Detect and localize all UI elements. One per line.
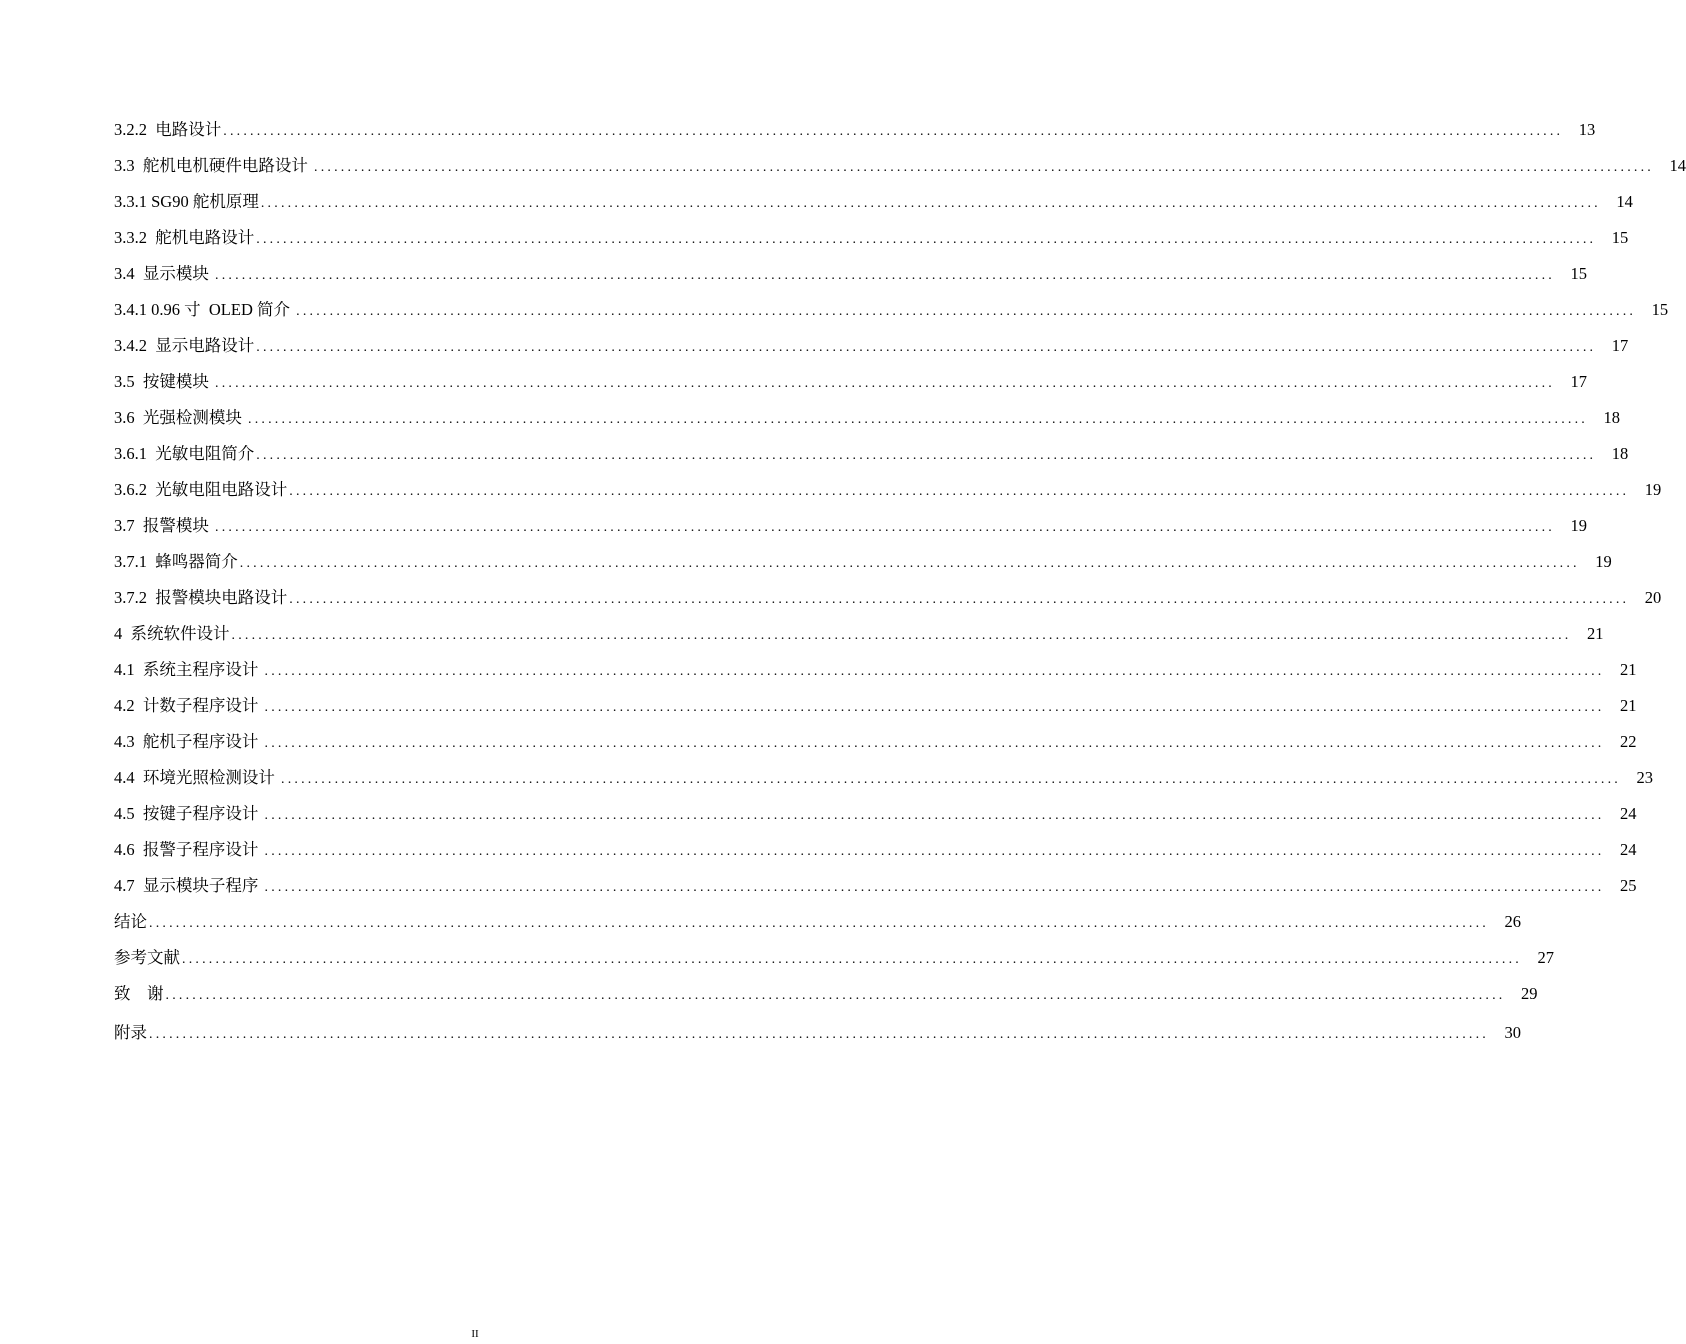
toc-entry-title: 结论 bbox=[114, 912, 147, 931]
toc-entry-page: 19 bbox=[1570, 516, 1587, 535]
toc-entry-page: 19 bbox=[1595, 552, 1612, 571]
toc-entry-title: 3.3.2 舵机电路设计 bbox=[114, 228, 255, 247]
toc-entry[interactable] bbox=[114, 580, 1662, 616]
toc-entry-title: 4.7 显示模块子程序 bbox=[114, 876, 263, 895]
toc-entry-page: 17 bbox=[1611, 336, 1629, 355]
toc-entry[interactable] bbox=[114, 292, 1669, 328]
toc-entry-title: 3.6.1 光敏电阻简介 bbox=[114, 444, 255, 463]
toc-entry-title: 3.4.2 显示电路设计 bbox=[114, 336, 255, 355]
toc-entry-title: 致 谢 bbox=[114, 984, 164, 1003]
toc-entry-page: 21 bbox=[1620, 696, 1637, 715]
toc-entry-title: 3.3.1 SG90 舵机原理 bbox=[114, 192, 259, 211]
dot-leader: ........................................................................................................................................................................................................ bbox=[256, 232, 1597, 247]
dot-leader: ........................................................................................................................................................................................................ bbox=[223, 124, 1564, 139]
toc-entry-title: 4.2 计数子程序设计 bbox=[114, 696, 263, 715]
toc-entry[interactable] bbox=[114, 940, 1554, 976]
toc-entry-title: 3.2.2 电路设计 bbox=[114, 120, 222, 139]
toc-entry[interactable] bbox=[114, 364, 1587, 400]
toc-entry-title: 4.4 环境光照检测设计 bbox=[114, 768, 279, 787]
dot-leader: ........................................................................................................................................................................................................ bbox=[281, 772, 1621, 787]
dot-leader: ........................................................................................................................................................................................................ bbox=[215, 376, 1555, 391]
toc-entry-title: 4.5 按键子程序设计 bbox=[114, 804, 263, 823]
dot-leader: ........................................................................................................................................................................................................ bbox=[239, 556, 1580, 571]
dot-leader: ........................................................................................................................................................................................................ bbox=[264, 736, 1605, 751]
toc-entry[interactable] bbox=[114, 724, 1637, 760]
toc-entry-page: 23 bbox=[1636, 768, 1653, 787]
toc-entry-page: 15 bbox=[1651, 300, 1669, 319]
toc-entry-title: 附录 bbox=[114, 1023, 147, 1042]
dot-leader: ........................................................................................................................................................................................................ bbox=[264, 880, 1605, 895]
toc-entry-page: 30 bbox=[1504, 1023, 1521, 1042]
toc-entry-page: 22 bbox=[1620, 732, 1637, 751]
toc-entry[interactable] bbox=[114, 508, 1587, 544]
toc-entry-title: 4 系统软件设计 bbox=[114, 624, 230, 643]
toc-entry-page: 19 bbox=[1644, 480, 1662, 499]
toc-entry[interactable] bbox=[114, 904, 1521, 940]
dot-leader: ........................................................................................................................................................................................................ bbox=[289, 592, 1630, 607]
dot-leader: ........................................................................................................................................................................................................ bbox=[289, 484, 1630, 499]
dot-leader: ........................................................................................................................................................................................................ bbox=[149, 916, 1489, 931]
dot-leader: ........................................................................................................................................................................................................ bbox=[260, 196, 1601, 211]
toc-entry-title: 4.3 舵机子程序设计 bbox=[114, 732, 263, 751]
toc-entry[interactable] bbox=[114, 328, 1629, 364]
toc-entry-title: 4.1 系统主程序设计 bbox=[114, 660, 263, 679]
toc-entry-page: 15 bbox=[1611, 228, 1629, 247]
toc-entry[interactable] bbox=[114, 616, 1604, 652]
dot-leader: ........................................................................................................................................................................................................ bbox=[182, 952, 1522, 967]
toc-entry[interactable] bbox=[114, 400, 1620, 436]
toc-entry[interactable] bbox=[114, 256, 1587, 292]
toc-entry-page: 18 bbox=[1603, 408, 1620, 427]
toc-entry-title: 3.4.1 0.96 寸 OLED 简介 bbox=[114, 300, 295, 319]
dot-leader: ........................................................................................................................................................................................................ bbox=[264, 700, 1605, 715]
toc-entry-page: 26 bbox=[1504, 912, 1521, 931]
toc-entry-page: 25 bbox=[1620, 876, 1637, 895]
toc-entry-title: 3.6 光强检测模块 bbox=[114, 408, 246, 427]
dot-leader: ........................................................................................................................................................................................................ bbox=[264, 664, 1605, 679]
toc-entry-page: 14 bbox=[1616, 192, 1633, 211]
dot-leader: ........................................................................................................................................................................................................ bbox=[256, 340, 1597, 355]
toc-entry[interactable] bbox=[114, 112, 1596, 148]
toc-entry[interactable] bbox=[114, 760, 1653, 796]
dot-leader: ........................................................................................................................................................................................................ bbox=[264, 808, 1605, 823]
toc-entry-page: 13 bbox=[1578, 120, 1596, 139]
toc-entry-title: 3.7 报警模块 bbox=[114, 516, 213, 535]
toc-entry[interactable] bbox=[114, 688, 1637, 724]
toc-entry[interactable] bbox=[114, 220, 1629, 256]
dot-leader: ........................................................................................................................................................................................................ bbox=[296, 304, 1637, 319]
toc-entry[interactable] bbox=[114, 652, 1637, 688]
toc-entry-page: 27 bbox=[1537, 948, 1554, 967]
table-of-contents bbox=[114, 112, 1686, 1051]
toc-entry[interactable] bbox=[114, 976, 1538, 1012]
toc-entry[interactable] bbox=[114, 1015, 1521, 1051]
dot-leader: ........................................................................................................................................................................................................ bbox=[248, 412, 1588, 427]
dot-leader: ........................................................................................................................................................................................................ bbox=[215, 520, 1555, 535]
toc-entry[interactable] bbox=[114, 868, 1637, 904]
toc-entry-page: 18 bbox=[1611, 444, 1629, 463]
toc-entry-page: 20 bbox=[1644, 588, 1662, 607]
toc-entry[interactable] bbox=[114, 832, 1637, 868]
toc-entry-title: 3.7.2 报警模块电路设计 bbox=[114, 588, 288, 607]
dot-leader: ........................................................................................................................................................................................................ bbox=[165, 988, 1506, 1003]
toc-entry[interactable] bbox=[114, 184, 1633, 220]
toc-entry[interactable] bbox=[114, 472, 1662, 508]
dot-leader: ........................................................................................................................................................................................................ bbox=[215, 268, 1555, 283]
toc-entry-title: 3.3 舵机电机硬件电路设计 bbox=[114, 156, 312, 175]
toc-entry-page: 21 bbox=[1620, 660, 1637, 679]
dot-leader: ........................................................................................................................................................................................................ bbox=[256, 448, 1597, 463]
toc-entry[interactable] bbox=[114, 796, 1637, 832]
toc-entry-title: 3.6.2 光敏电阻电路设计 bbox=[114, 480, 288, 499]
toc-entry-title: 3.5 按键模块 bbox=[114, 372, 213, 391]
toc-entry-title: 参考文献 bbox=[114, 948, 180, 967]
toc-entry-page: 17 bbox=[1570, 372, 1587, 391]
toc-entry[interactable] bbox=[114, 436, 1629, 472]
toc-entry-title: 3.7.1 蜂鸣器简介 bbox=[114, 552, 238, 571]
dot-leader: ........................................................................................................................................................................................................ bbox=[231, 628, 1572, 643]
dot-leader: ........................................................................................................................................................................................................ bbox=[264, 844, 1605, 859]
toc-entry[interactable] bbox=[114, 544, 1612, 580]
page-number: II bbox=[471, 1328, 479, 1340]
toc-entry-page: 21 bbox=[1587, 624, 1604, 643]
dot-leader: ........................................................................................................................................................................................................ bbox=[149, 1027, 1489, 1042]
toc-entry-page: 24 bbox=[1620, 840, 1637, 859]
toc-entry-title: 3.4 显示模块 bbox=[114, 264, 213, 283]
toc-entry-page: 15 bbox=[1570, 264, 1587, 283]
dot-leader: ........................................................................................................................................................................................................ bbox=[314, 160, 1654, 175]
toc-entry-page: 14 bbox=[1669, 156, 1686, 175]
toc-entry-page: 24 bbox=[1620, 804, 1637, 823]
toc-entry[interactable] bbox=[114, 148, 1686, 184]
toc-entry-title: 4.6 报警子程序设计 bbox=[114, 840, 263, 859]
toc-entry-page: 29 bbox=[1521, 984, 1538, 1003]
